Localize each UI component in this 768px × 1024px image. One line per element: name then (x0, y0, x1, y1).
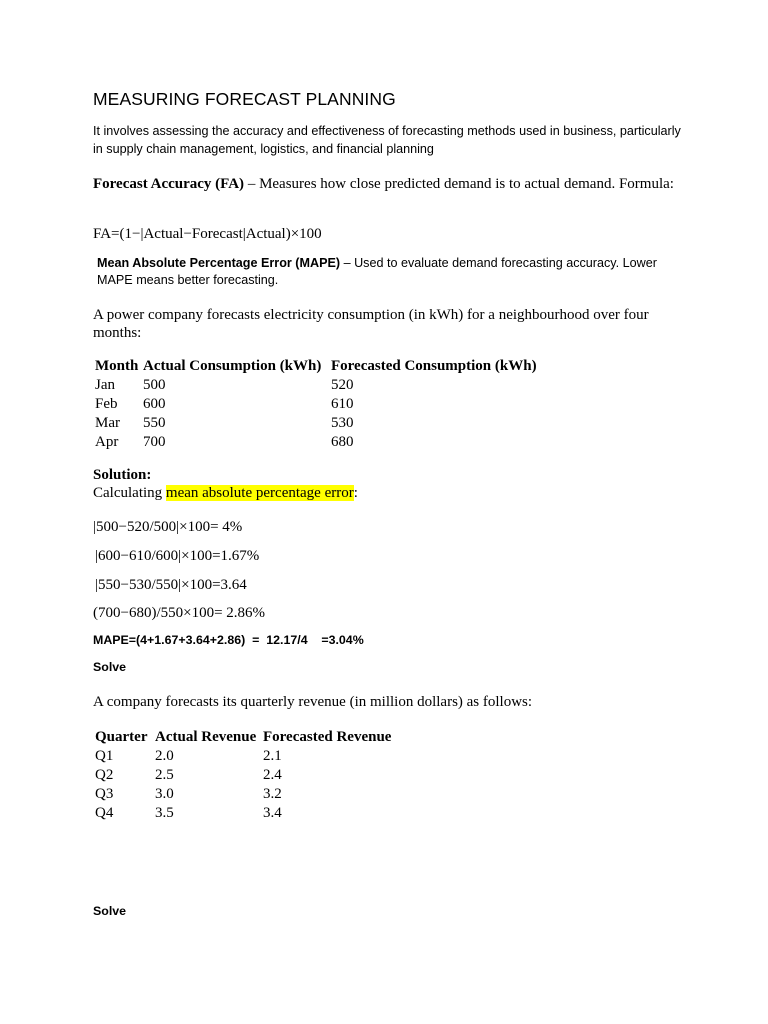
problem2-text: A company forecasts its quarterly revenue (in million dollars) as follows: (93, 694, 533, 710)
table-cell: 530 (331, 415, 354, 431)
table-cell: 2.4 (263, 767, 282, 783)
calc-line-mar: |550−530/550|×100=3.64 (95, 577, 247, 593)
table-cell: 2.1 (263, 748, 282, 764)
mape-term: Mean Absolute Percentage Error (MAPE) (97, 256, 341, 270)
calc-line-apr: (700−680)/550×100= 2.86% (93, 605, 266, 621)
mape-paragraph (97, 255, 687, 289)
calc-line-feb: |600−610/600|×100=1.67% (95, 548, 260, 564)
table-row (93, 785, 403, 804)
table-cell: Apr (95, 434, 119, 450)
table-cell: 3.0 (155, 786, 174, 802)
mape-result: MAPE=(4+1.67+3.64+2.86) = 12.17/4 =3.04% (93, 633, 364, 647)
table-cell: 500 (143, 377, 166, 393)
table-cell: 2.5 (155, 767, 174, 783)
highlighted-term: mean absolute percentage error (165, 485, 354, 501)
table-header-cell: Forecasted Consumption (kWh) (331, 358, 537, 374)
table-cell: Q3 (95, 786, 114, 802)
table-cell: Q4 (95, 805, 114, 821)
solution-label: Solution: (93, 467, 152, 483)
consumption-table (93, 357, 551, 452)
table-header-row (93, 728, 403, 747)
table-cell: 3.2 (263, 786, 282, 802)
table-row (93, 414, 551, 433)
table-cell: Q1 (95, 748, 114, 764)
solve-label: Solve (93, 904, 127, 918)
forecast-accuracy-formula: FA=(1−|Actual−Forecast|Actual)×100 (93, 226, 322, 242)
table-header-cell: Quarter (95, 729, 148, 745)
table-cell: 700 (143, 434, 166, 450)
table-cell: 680 (331, 434, 354, 450)
table-row (93, 804, 403, 823)
forecast-accuracy-paragraph (93, 175, 693, 193)
table-cell: 2.0 (155, 748, 174, 764)
revenue-table (93, 728, 403, 823)
table-header-cell: Actual Consumption (kWh) (143, 358, 322, 374)
table-cell: 520 (331, 377, 354, 393)
solution-prefix: Calculating (93, 485, 166, 501)
table-cell: Q2 (95, 767, 114, 783)
page-title: MEASURING FORECAST PLANNING (93, 89, 396, 109)
forecast-accuracy-term: Forecast Accuracy (FA) (93, 176, 245, 192)
mape-definition: – Used to evaluate demand forecasting accuracy. Lower MAPE means better forecasting. (97, 256, 657, 287)
table-cell: 3.4 (263, 805, 282, 821)
problem1-text: A power company forecasts electricity consumption (in kWh) for a neighbourhood over four months: (93, 307, 649, 341)
table-cell: 600 (143, 396, 166, 412)
table-cell: Jan (95, 377, 115, 393)
table-cell: Feb (95, 396, 118, 412)
table-row (93, 747, 403, 766)
table-row (93, 395, 551, 414)
solve-label: Solve (93, 660, 127, 674)
intro-paragraph: It involves assessing the accuracy and effectiveness of forecasting methods used in business, particularly in supply chain management, logistics, and financial planning (93, 124, 681, 156)
table-header-row (93, 357, 551, 376)
table-cell: Mar (95, 415, 120, 431)
table-row (93, 376, 551, 395)
table-header-cell: Month (95, 358, 139, 374)
table-header-cell: Forecasted Revenue (263, 729, 392, 745)
table-header-cell: Actual Revenue (155, 729, 257, 745)
table-cell: 550 (143, 415, 166, 431)
table-row (93, 433, 551, 452)
calc-line-jan: |500−520/500|×100= 4% (93, 519, 243, 535)
solution-intro (93, 485, 358, 502)
forecast-accuracy-definition: – Measures how close predicted demand is to actual demand. Formula: (244, 176, 674, 192)
solution-suffix: : (353, 485, 358, 501)
table-cell: 3.5 (155, 805, 174, 821)
table-cell: 610 (331, 396, 354, 412)
table-row (93, 766, 403, 785)
